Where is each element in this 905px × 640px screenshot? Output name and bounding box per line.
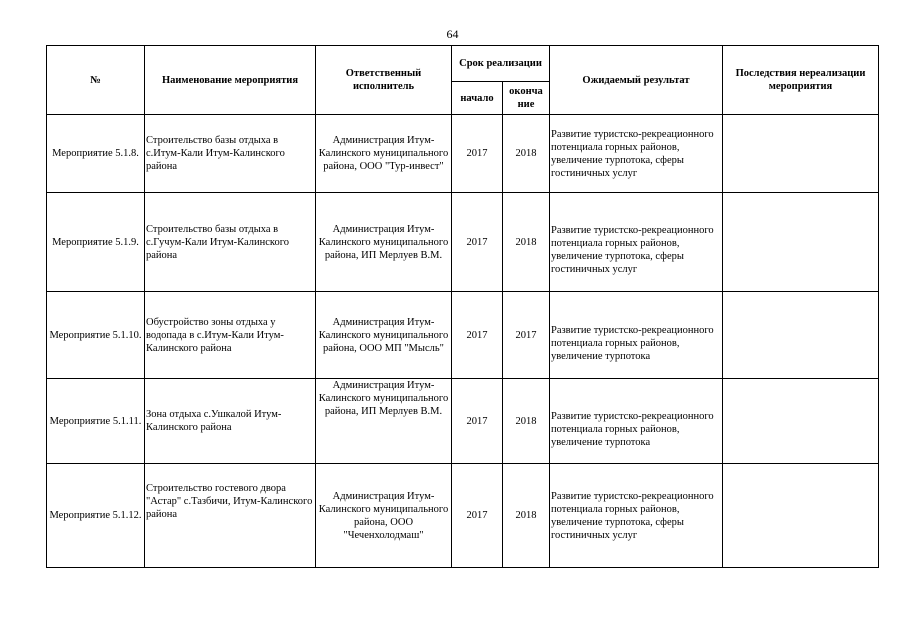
row-responsible: Администрация Итум-Калинского муниципального района, ИП Мерлуев В.М.	[316, 379, 452, 464]
table-row	[47, 115, 879, 193]
row-start: 2017	[452, 193, 503, 292]
header-end: оконча ние	[503, 82, 550, 115]
row-consequences	[723, 379, 879, 464]
row-start: 2017	[452, 292, 503, 379]
table-row	[47, 464, 879, 568]
row-end: 2018	[503, 193, 550, 292]
row-responsible: Администрация Итум-Калинского муниципального района, ООО "Чеченхолодмаш"	[316, 464, 452, 568]
row-consequences	[723, 115, 879, 193]
table-row	[47, 292, 879, 379]
row-result: Развитие туристско-рекреационного потенциала горных районов, увеличение турпотока, сферы гостиничных услуг	[550, 464, 723, 568]
row-responsible: Администрация Итум-Калинского муниципального района, ООО МП "Мысль"	[316, 292, 452, 379]
row-end: 2018	[503, 464, 550, 568]
row-result: Развитие туристско-рекреационного потенциала горных районов, увеличение турпотока	[550, 292, 723, 379]
row-end: 2018	[503, 379, 550, 464]
row-name: Строительство базы отдыха в с.Гучум-Кали Итум-Калинского района	[145, 193, 316, 292]
row-number: Мероприятие 5.1.9.	[47, 193, 145, 292]
row-start: 2017	[452, 115, 503, 193]
row-consequences	[723, 292, 879, 379]
row-result: Развитие туристско-рекреационного потенциала горных районов, увеличение турпотока	[550, 379, 723, 464]
row-number: Мероприятие 5.1.10.	[47, 292, 145, 379]
row-name: Строительство гостевого двора "Астар" с.Тазбичи, Итум-Калинского района	[145, 464, 316, 568]
row-name: Обустройство зоны отдыха у водопада в с.Итум-Кали Итум-Калинского района	[145, 292, 316, 379]
row-end: 2018	[503, 115, 550, 193]
header-consequences: Последствия нереализации мероприятия	[723, 46, 879, 115]
row-result: Развитие туристско-рекреационного потенциала горных районов, увеличение турпотока, сферы гостиничных услуг	[550, 115, 723, 193]
row-end: 2017	[503, 292, 550, 379]
activities-table	[46, 45, 879, 568]
row-number: Мероприятие 5.1.8.	[47, 115, 145, 193]
row-responsible: Администрация Итум-Калинского муниципального района, ИП Мерлуев В.М.	[316, 193, 452, 292]
header-num: №	[47, 46, 145, 115]
page-number: 64	[446, 27, 459, 41]
header-period: Срок реализации	[452, 46, 550, 82]
row-consequences	[723, 464, 879, 568]
row-number: Мероприятие 5.1.12.	[47, 464, 145, 568]
row-consequences	[723, 193, 879, 292]
header-name: Наименование мероприятия	[145, 46, 316, 115]
row-result: Развитие туристско-рекреационного потенциала горных районов, увеличение турпотока, сферы гостиничных услуг	[550, 193, 723, 292]
row-name: Зона отдыха с.Ушкалой Итум-Калинского района	[145, 379, 316, 464]
row-start: 2017	[452, 464, 503, 568]
row-number: Мероприятие 5.1.11.	[47, 379, 145, 464]
row-responsible: Администрация Итум-Калинского муниципального района, ООО "Тур-инвест"	[316, 115, 452, 193]
row-name: Строительство базы отдыха в с.Итум-Кали Итум-Калинского района	[145, 115, 316, 193]
table-row	[47, 379, 879, 464]
header-start: начало	[452, 82, 503, 115]
table-row	[47, 193, 879, 292]
header-responsible: Ответственный исполнитель	[316, 46, 452, 115]
header-result: Ожидаемый результат	[550, 46, 723, 115]
row-start: 2017	[452, 379, 503, 464]
